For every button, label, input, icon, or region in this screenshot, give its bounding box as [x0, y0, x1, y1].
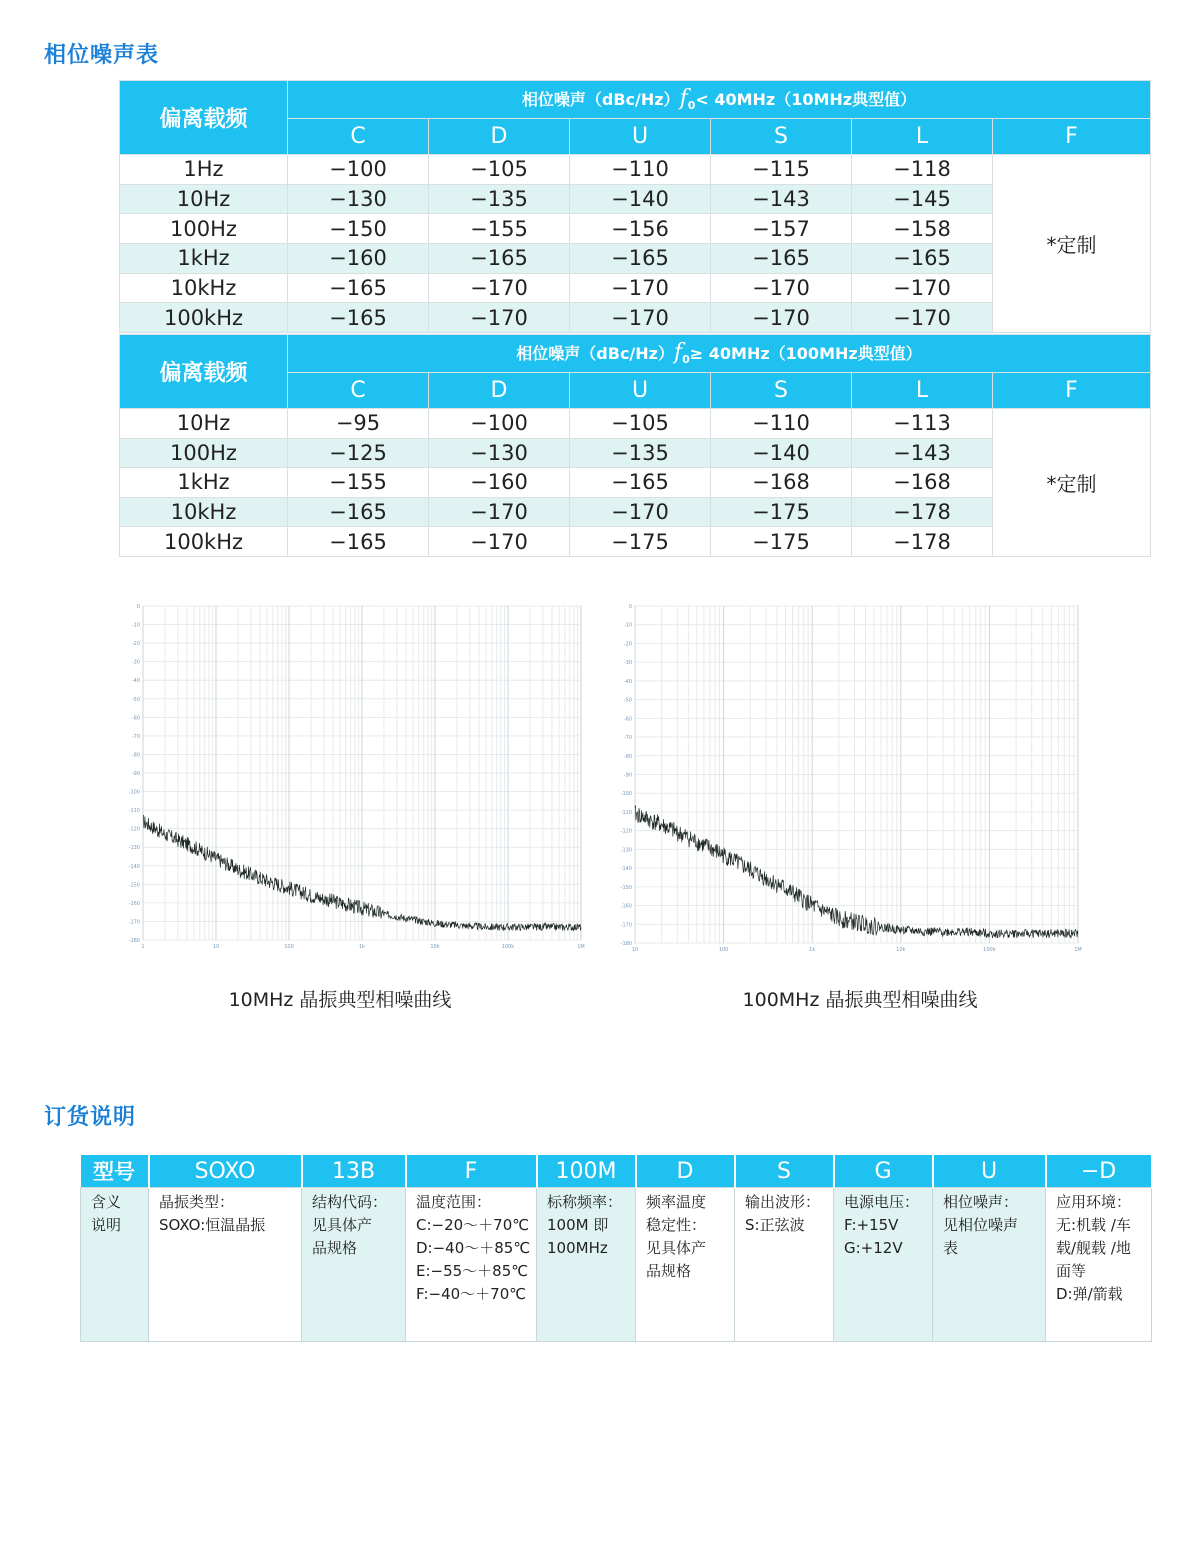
- value-cell: −100: [288, 155, 429, 185]
- value-cell: −155: [288, 468, 429, 498]
- description-line: 见具体产: [312, 1216, 373, 1234]
- group-header-condition: < 40MHz（10MHz典型值）: [695, 90, 917, 110]
- column-header-d: D: [429, 373, 570, 409]
- y-tick-label: -180: [620, 941, 632, 947]
- order-description-8: [933, 1188, 1046, 1342]
- value-cell: −170: [852, 273, 993, 303]
- x-tick-label: 100k: [501, 944, 515, 950]
- description-line: 稳定性：: [646, 1216, 707, 1234]
- x-tick-label: 1M: [577, 944, 585, 950]
- order-description-9: [1046, 1188, 1152, 1342]
- value-cell: −113: [852, 409, 993, 439]
- y-tick-label: -130: [620, 847, 632, 854]
- value-cell: −178: [852, 527, 993, 557]
- y-tick-label: -60: [131, 715, 140, 722]
- offset-frequency-header: 偏离载频: [120, 335, 288, 409]
- value-cell: −165: [570, 468, 711, 498]
- phase-noise-chart-10mhz: [120, 598, 590, 953]
- y-tick-label: -150: [128, 882, 140, 889]
- x-tick-label: 1k: [809, 947, 816, 953]
- order-code-0: 型号: [81, 1155, 149, 1188]
- x-tick-label: 1: [141, 944, 145, 950]
- description-line: 电源电压：: [844, 1193, 920, 1211]
- column-header-c: C: [288, 119, 429, 155]
- value-cell: −165: [288, 497, 429, 527]
- column-header-s: S: [711, 373, 852, 409]
- ordering-table: [80, 1155, 1153, 1342]
- y-tick-label: -160: [128, 900, 140, 907]
- description-line: 见相位噪声: [943, 1216, 1019, 1234]
- phase-noise-table-low: [119, 80, 1151, 333]
- value-cell: −168: [711, 468, 852, 498]
- y-tick-label: -20: [623, 641, 632, 648]
- offset-cell: 100Hz: [120, 438, 288, 468]
- value-cell: −95: [288, 409, 429, 439]
- description-line: 100MHz: [547, 1239, 608, 1257]
- phase-noise-group-header: [288, 81, 1151, 119]
- description-line: 无:机载 /车: [1056, 1216, 1131, 1234]
- y-tick-label: -50: [623, 697, 632, 704]
- custom-cell: *定制: [993, 409, 1151, 557]
- order-code-1: SOXO: [149, 1155, 302, 1188]
- y-tick-label: -60: [623, 716, 632, 723]
- phase-noise-table-high: [119, 334, 1151, 557]
- x-tick-label: 100: [718, 947, 729, 953]
- y-tick-label: -80: [131, 752, 140, 759]
- y-tick-label: -120: [128, 826, 140, 833]
- value-cell: −100: [429, 409, 570, 439]
- y-tick-label: -180: [128, 938, 140, 944]
- description-line: 面等: [1056, 1262, 1087, 1280]
- value-cell: −105: [429, 155, 570, 185]
- x-tick-label: 1M: [1074, 947, 1082, 953]
- order-description-5: [636, 1188, 735, 1342]
- description-line: 标称频率：: [547, 1193, 623, 1211]
- value-cell: −165: [711, 244, 852, 274]
- f0-symbol: f: [679, 86, 688, 112]
- offset-cell: 1kHz: [120, 468, 288, 498]
- y-tick-label: -130: [128, 845, 140, 852]
- y-tick-label: -20: [131, 641, 140, 648]
- offset-cell: 100kHz: [120, 527, 288, 557]
- y-tick-label: 0: [628, 604, 632, 610]
- value-cell: −165: [288, 273, 429, 303]
- y-tick-label: -30: [131, 659, 140, 666]
- value-cell: −150: [288, 214, 429, 244]
- description-line: 说明: [91, 1216, 122, 1234]
- value-cell: −175: [711, 497, 852, 527]
- description-line: 见具体产: [646, 1239, 707, 1257]
- description-line: 结构代码：: [312, 1193, 388, 1211]
- offset-cell: 1kHz: [120, 244, 288, 274]
- description-line: 100M 即: [547, 1216, 609, 1234]
- value-cell: −170: [429, 527, 570, 557]
- value-cell: −168: [852, 468, 993, 498]
- column-header-f: F: [993, 373, 1151, 409]
- y-tick-label: -170: [620, 922, 632, 929]
- value-cell: −165: [288, 527, 429, 557]
- offset-cell: 10kHz: [120, 273, 288, 303]
- description-line: 应用环境：: [1056, 1193, 1132, 1211]
- value-cell: −110: [711, 409, 852, 439]
- value-cell: −175: [570, 527, 711, 557]
- description-line: 品规格: [646, 1262, 692, 1280]
- value-cell: −165: [570, 244, 711, 274]
- description-line: 含义: [91, 1193, 122, 1211]
- y-tick-label: -150: [620, 884, 632, 891]
- value-cell: −143: [852, 438, 993, 468]
- description-line: 频率温度: [646, 1193, 707, 1211]
- order-description-0: [81, 1188, 149, 1342]
- y-tick-label: 0: [136, 604, 140, 610]
- order-code-9: −D: [1046, 1155, 1152, 1188]
- description-line: SOXO:恒温晶振: [159, 1216, 266, 1234]
- order-description-3: [406, 1188, 537, 1342]
- y-tick-label: -100: [128, 789, 140, 796]
- value-cell: −157: [711, 214, 852, 244]
- group-header-text: 相位噪声（dBc/Hz）: [516, 344, 674, 364]
- value-cell: −140: [711, 438, 852, 468]
- chart-caption-100mhz: 100MHz 晶振典型相噪曲线: [742, 989, 978, 1011]
- value-cell: −135: [429, 184, 570, 214]
- value-cell: −165: [852, 244, 993, 274]
- value-cell: −140: [570, 184, 711, 214]
- y-tick-label: -40: [131, 678, 140, 685]
- offset-frequency-header: 偏离载频: [120, 81, 288, 155]
- phase-noise-group-header: [288, 335, 1151, 373]
- table-row: [120, 155, 1151, 185]
- order-code-7: G: [834, 1155, 933, 1188]
- value-cell: −170: [570, 303, 711, 333]
- x-tick-label: 1k: [358, 944, 366, 950]
- value-cell: −170: [570, 497, 711, 527]
- value-cell: −158: [852, 214, 993, 244]
- order-code-2: 13B: [302, 1155, 406, 1188]
- value-cell: −155: [429, 214, 570, 244]
- order-description-1: [149, 1188, 302, 1342]
- value-cell: −125: [288, 438, 429, 468]
- x-tick-label: 100: [284, 944, 294, 950]
- description-line: E:−55～＋85℃: [416, 1262, 529, 1280]
- offset-cell: 100Hz: [120, 214, 288, 244]
- description-line: 相位噪声：: [943, 1193, 1019, 1211]
- column-header-s: S: [711, 119, 852, 155]
- order-code-3: F: [406, 1155, 537, 1188]
- x-tick-label: 10k: [896, 947, 906, 953]
- f0-subscript: 0: [682, 353, 690, 367]
- value-cell: −170: [570, 273, 711, 303]
- offset-cell: 10kHz: [120, 497, 288, 527]
- order-description-6: [735, 1188, 834, 1342]
- value-cell: −170: [429, 303, 570, 333]
- value-cell: −130: [429, 438, 570, 468]
- y-tick-label: -110: [128, 808, 140, 815]
- y-tick-label: -10: [623, 622, 632, 629]
- description-line: G:+12V: [844, 1239, 903, 1257]
- value-cell: −170: [429, 273, 570, 303]
- order-description-7: [834, 1188, 933, 1342]
- value-cell: −165: [288, 303, 429, 333]
- value-cell: −105: [570, 409, 711, 439]
- value-cell: −143: [711, 184, 852, 214]
- order-description-4: [537, 1188, 636, 1342]
- f0-subscript: 0: [687, 99, 696, 113]
- y-tick-label: -80: [623, 753, 632, 760]
- value-cell: −160: [429, 468, 570, 498]
- y-tick-label: -140: [620, 866, 632, 873]
- description-line: F:+15V: [844, 1216, 899, 1234]
- y-tick-label: -90: [623, 772, 632, 779]
- y-tick-label: -120: [620, 828, 632, 835]
- phase-noise-chart-100mhz: [612, 598, 1087, 958]
- table-row: [120, 409, 1151, 439]
- column-header-u: U: [570, 373, 711, 409]
- column-header-d: D: [429, 119, 570, 155]
- chart-caption-10mhz: 10MHz 晶振典型相噪曲线: [228, 989, 452, 1011]
- value-cell: −118: [852, 155, 993, 185]
- group-header-condition: ≥ 40MHz（100MHz典型值）: [689, 344, 922, 364]
- offset-cell: 1Hz: [120, 155, 288, 185]
- x-tick-label: 100k: [983, 947, 996, 953]
- value-cell: −178: [852, 497, 993, 527]
- description-line: D:−40～＋85℃: [416, 1239, 531, 1257]
- value-cell: −170: [711, 303, 852, 333]
- column-header-l: L: [852, 373, 993, 409]
- value-cell: −170: [711, 273, 852, 303]
- y-tick-label: -90: [131, 771, 140, 777]
- value-cell: −156: [570, 214, 711, 244]
- offset-cell: 10Hz: [120, 184, 288, 214]
- section-title-ordering: 订货说明: [44, 1105, 137, 1130]
- order-code-8: U: [933, 1155, 1046, 1188]
- value-cell: −135: [570, 438, 711, 468]
- description-line: 温度范围：: [416, 1193, 492, 1211]
- group-header-text: 相位噪声（dBc/Hz）: [521, 90, 680, 110]
- x-tick-label: 10k: [430, 944, 440, 950]
- y-tick-label: -140: [128, 863, 140, 870]
- description-line: C:−20～＋70℃: [416, 1216, 530, 1234]
- order-code-4: 100M: [537, 1155, 636, 1188]
- value-cell: −145: [852, 184, 993, 214]
- description-line: F:−40～＋70℃: [416, 1285, 527, 1303]
- description-line: 输出波形：: [745, 1193, 821, 1211]
- value-cell: −170: [852, 303, 993, 333]
- x-tick-label: 10: [212, 944, 220, 950]
- order-description-2: [302, 1188, 406, 1342]
- y-tick-label: -40: [623, 678, 632, 685]
- y-tick-label: -110: [620, 809, 632, 816]
- description-line: S:正弦波: [745, 1216, 805, 1234]
- description-line: 表: [943, 1239, 959, 1257]
- offset-cell: 100kHz: [120, 303, 288, 333]
- f0-symbol: f: [673, 340, 683, 366]
- value-cell: −110: [570, 155, 711, 185]
- y-tick-label: -50: [131, 696, 140, 703]
- column-header-c: C: [288, 373, 429, 409]
- offset-cell: 10Hz: [120, 409, 288, 439]
- value-cell: −175: [711, 527, 852, 557]
- order-code-6: S: [735, 1155, 834, 1188]
- y-tick-label: -100: [620, 791, 632, 798]
- y-tick-label: -30: [623, 660, 632, 667]
- order-code-5: D: [636, 1155, 735, 1188]
- value-cell: −115: [711, 155, 852, 185]
- description-line: 载/舰载 /地: [1056, 1239, 1131, 1257]
- section-title-phase-noise: 相位噪声表: [44, 43, 160, 68]
- y-tick-label: -70: [131, 733, 140, 740]
- description-line: D:弹/箭载: [1056, 1285, 1123, 1303]
- value-cell: −170: [429, 497, 570, 527]
- y-tick-label: -170: [128, 919, 140, 926]
- value-cell: −165: [429, 244, 570, 274]
- column-header-l: L: [852, 119, 993, 155]
- x-tick-label: 10: [631, 947, 639, 953]
- column-header-u: U: [570, 119, 711, 155]
- description-line: 品规格: [312, 1239, 358, 1257]
- custom-cell: *定制: [993, 155, 1151, 333]
- y-tick-label: -160: [620, 903, 632, 910]
- y-tick-label: -10: [131, 622, 140, 629]
- column-header-f: F: [993, 119, 1151, 155]
- y-tick-label: -70: [623, 735, 632, 742]
- value-cell: −160: [288, 244, 429, 274]
- description-line: 晶振类型：: [159, 1193, 235, 1211]
- value-cell: −130: [288, 184, 429, 214]
